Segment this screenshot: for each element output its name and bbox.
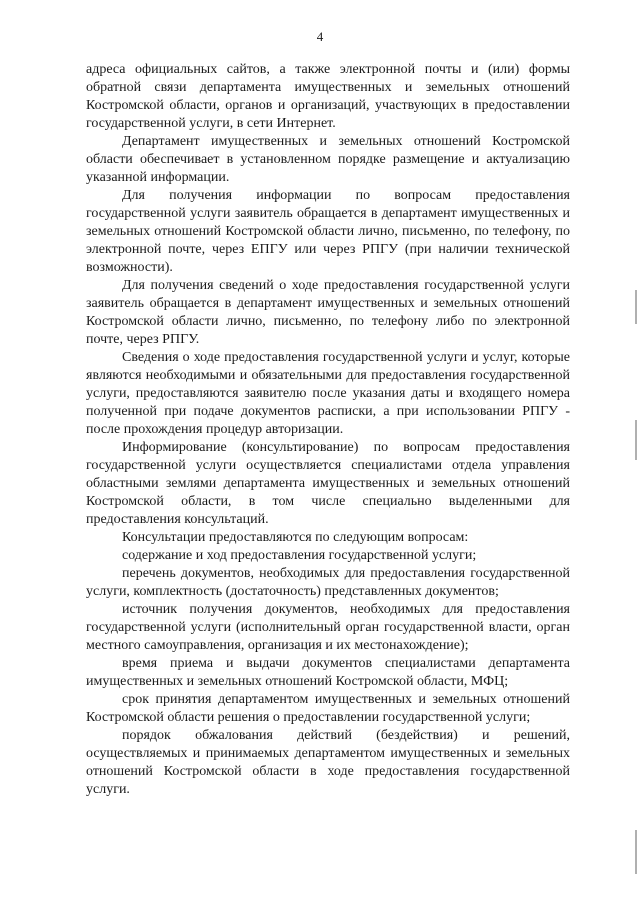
list-item-appeal-procedure: порядок обжалования действий (бездействия) и решений, осуществляемых и принимаемых департаментом имущественных и земельных отношений Костромской области в ходе предоставления государственной услуги. (86, 728, 570, 797)
document-body (86, 61, 570, 799)
paragraph-obtaining-information: Для получения информации по вопросам предоставления государственной услуги заявитель обращается в департамент имущественных и земельных отношений Костромской области лично, письменно, по телефону, по электронной почте, через ЕПГУ или через РПГУ (при наличии технической возможности). (86, 188, 570, 275)
list-item-content-progress: содержание и ход предоставления государственной услуги; (122, 548, 477, 563)
list-item-document-source: источник получения документов, необходимых для предоставления государственной услуги (исполнительный орган государственной власти, орган местного самоуправления, организация и их местонахождение); (86, 602, 570, 653)
scan-edge-mark (635, 290, 637, 324)
paragraph-consultation-topics: Консультации предоставляются по следующим вопросам: (122, 530, 469, 545)
page-number: 4 (316, 29, 324, 44)
paragraph-consulting: Информирование (консультирование) по вопросам предоставления государственной услуги осуществляется специалистами отдела управления областными землями департамента имущественных и земельных отношений Костромской области, в том числе специально выделенными для предоставления консультаций. (86, 440, 570, 527)
paragraph-progress-details: Сведения о ходе предоставления государственной услуги и услуг, которые являются необходимыми и обязательными для предоставления государственной услуги, предоставляются заявителю после указания даты и входящего номера полученной при подаче документов расписки, а при использовании РПГУ - после прохождения процедур авторизации. (86, 350, 570, 437)
paragraph-department-ensures: Департамент имущественных и земельных отношений Костромской области обеспечивает в установленном порядке размещение и актуализацию указанной информации. (86, 134, 570, 185)
list-item-reception-time: время приема и выдачи документов специалистами департамента имущественных и земельных отношений Костромской области, МФЦ; (86, 656, 570, 689)
list-item-decision-term: срок принятия департаментом имущественных и земельных отношений Костромской области решения о предоставлении государственной услуги; (86, 692, 570, 725)
list-item-document-list: перечень документов, необходимых для предоставления государственной услуги, комплектность (достаточность) представленных документов; (86, 566, 570, 599)
paragraph-official-sites: адреса официальных сайтов, а также электронной почты и (или) формы обратной связи департамента имущественных и земельных отношений Костромской области, органов и организаций, участвующих в предоставлении государственной услуги, в сети Интернет. (86, 62, 570, 131)
scan-edge-mark (635, 420, 637, 460)
paragraph-progress-information: Для получения сведений о ходе предоставления государственной услуги заявитель обращается в департамент имущественных и земельных отношений Костромской области лично, письменно, по телефону либо по электронной почте, через РПГУ. (86, 278, 570, 347)
scan-edge-mark (635, 830, 637, 874)
